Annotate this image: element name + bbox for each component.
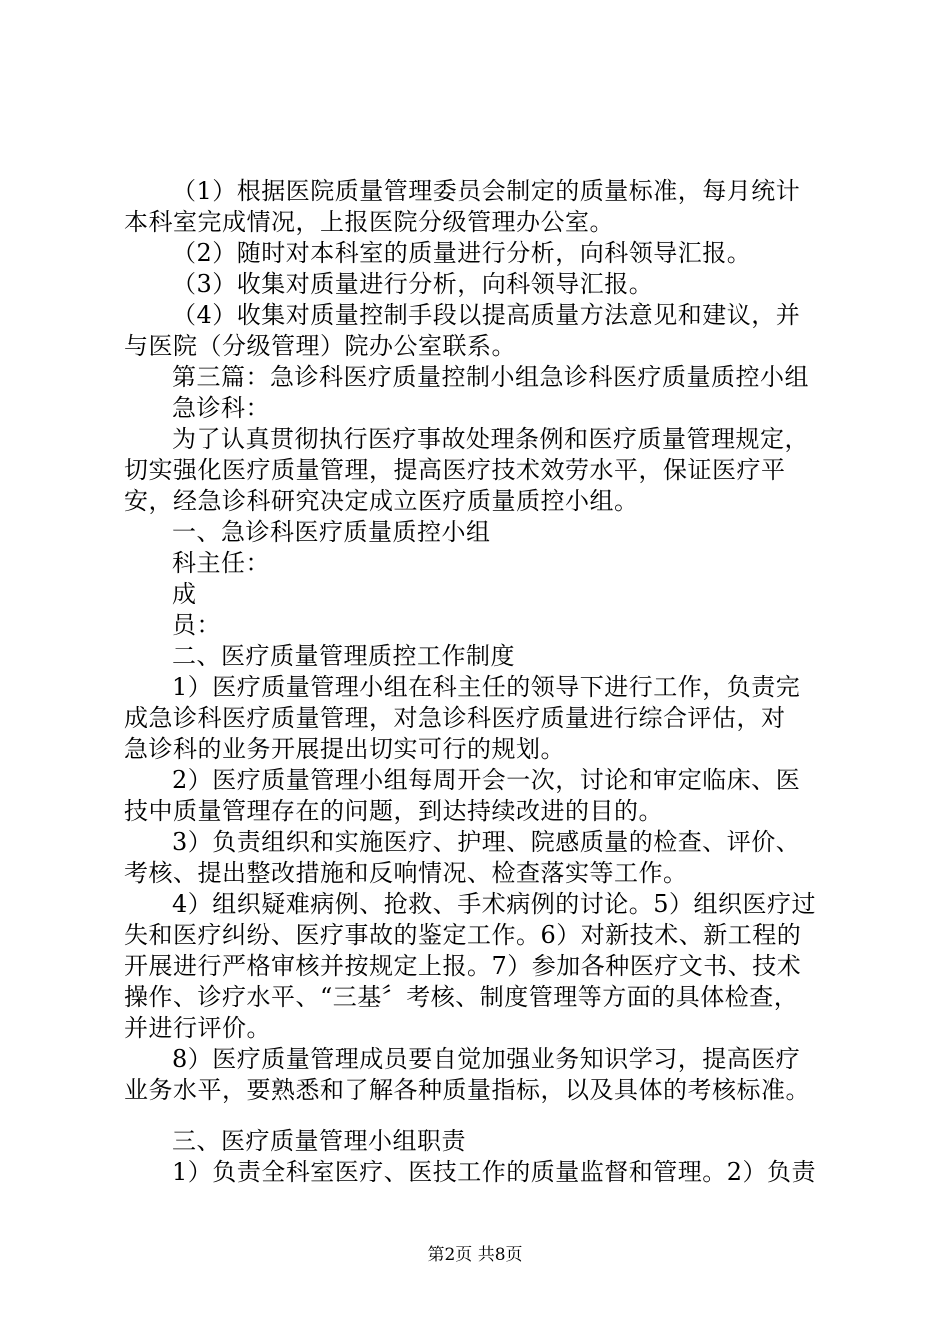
page-footer: 第2页 共8页 <box>427 1245 523 1265</box>
text-line: 业务水平，要熟悉和了解各种质量指标，以及具体的考核标准。 <box>124 1076 810 1104</box>
section-heading <box>124 362 844 393</box>
section-heading <box>124 641 844 672</box>
text-line: （4）收集对质量控制手段以提高质量方法意见和建议，并 <box>172 301 801 329</box>
text-line: 1）医疗质量管理小组在科主任的领导下进行工作，负责完 <box>172 673 801 701</box>
text-line: 三、医疗质量管理小组职责 <box>172 1127 466 1155</box>
section-heading <box>124 1126 844 1157</box>
paragraph <box>124 889 844 1044</box>
text-line: 员： <box>172 611 221 639</box>
text-line: 4）组织疑难病例、抢救、手术病例的讨论。5）组织医疗过 <box>172 890 817 918</box>
document-body <box>124 176 844 1188</box>
paragraph <box>124 269 844 300</box>
text-line: 考核、提出整改措施和反响情况、检查落实等工作。 <box>124 859 688 887</box>
text-line: 切实强化医疗质量管理，提高医疗技术效劳水平，保证医疗平 <box>124 456 786 484</box>
paragraph <box>124 393 844 424</box>
text-line: （1）根据医院质量管理委员会制定的质量标准，每月统计 <box>172 177 801 205</box>
text-line: 并进行评价。 <box>124 1014 271 1042</box>
text-line: 技中质量管理存在的问题，到达持续改进的目的。 <box>124 797 663 825</box>
text-line: 8）医疗质量管理成员要自觉加强业务知识学习，提高医疗 <box>172 1045 801 1073</box>
paragraph <box>124 300 844 362</box>
paragraph <box>124 424 844 517</box>
text-line: （3）收集对质量进行分析，向科领导汇报。 <box>172 270 654 298</box>
text-line: 本科室完成情况，上报医院分级管理办公室。 <box>124 208 614 236</box>
paragraph <box>124 176 844 238</box>
text-line: 第三篇：急诊科医疗质量控制小组急诊科医疗质量质控小组 <box>172 363 809 391</box>
text-line: 成 <box>172 580 197 608</box>
text-line: 急诊科的业务开展提出切实可行的规划。 <box>124 735 565 763</box>
paragraph <box>124 238 844 269</box>
text-line: 安，经急诊科研究决定成立医疗质量质控小组。 <box>124 487 639 515</box>
text-line: 为了认真贯彻执行医疗事故处理条例和医疗质量管理规定， <box>172 425 809 453</box>
text-line: 2）医疗质量管理小组每周开会一次，讨论和审定临床、医 <box>172 766 801 794</box>
text-line: 操作、诊疗水平、“三基〞考核、制度管理等方面的具体检查， <box>124 983 799 1011</box>
text-line: 与医院（分级管理）院办公室联系。 <box>124 332 516 360</box>
section-heading <box>124 517 844 548</box>
text-line: 一、急诊科医疗质量质控小组 <box>172 518 491 546</box>
text-line: 1）负责全科室医疗、医技工作的质量监督和管理。2）负责 <box>172 1158 817 1186</box>
paragraph <box>124 579 844 610</box>
text-line: 失和医疗纠纷、医疗事故的鉴定工作。6）对新技术、新工程的 <box>124 921 802 949</box>
paragraph <box>124 548 844 579</box>
paragraph <box>124 1157 844 1188</box>
text-line: 成急诊科医疗质量管理，对急诊科医疗质量进行综合评估，对 <box>124 704 786 732</box>
text-line: 3）负责组织和实施医疗、护理、院感质量的检查、评价、 <box>172 828 801 856</box>
text-line: 开展进行严格审核并按规定上报。7）参加各种医疗文书、技术 <box>124 952 802 980</box>
paragraph <box>124 827 844 889</box>
paragraph <box>124 610 844 641</box>
text-line: 科主任： <box>172 549 270 577</box>
paragraph <box>124 672 844 765</box>
text-line: 二、医疗质量管理质控工作制度 <box>172 642 515 670</box>
text-line: 急诊科： <box>172 394 270 422</box>
paragraph <box>124 1044 844 1106</box>
paragraph <box>124 765 844 827</box>
text-line: （2）随时对本科室的质量进行分析，向科领导汇报。 <box>172 239 752 267</box>
